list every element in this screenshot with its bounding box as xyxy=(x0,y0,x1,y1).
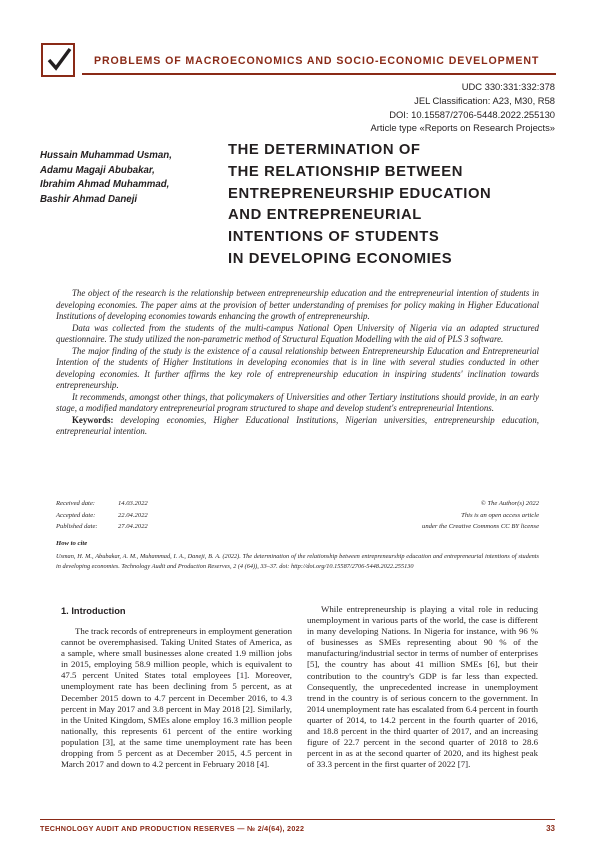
doi[interactable]: DOI: 10.15587/2706-5448.2022.255130 xyxy=(389,108,555,120)
abstract-paragraph: The object of the research is the relationship between entrepreneurship education and the entrepreneurial intention of students in developing economies. The paper aims at the provision of better understanding of premises for policy making in Higher Educational Institutions of developing economies towards enhancing the growth of entrepreneurship. xyxy=(56,288,539,321)
title-line: THE RELATIONSHIP BETWEEN xyxy=(228,163,463,180)
page-number: 33 xyxy=(546,824,555,833)
check-icon xyxy=(41,43,75,77)
keywords-label: Keywords: xyxy=(72,414,114,425)
title-line: INTENTIONS OF STUDENTS xyxy=(228,229,440,246)
author: Hussain Muhammad Usman, xyxy=(40,150,172,161)
published-label: Published date: xyxy=(56,523,98,531)
abstract xyxy=(56,288,539,438)
open-access: This is an open access article xyxy=(461,511,539,519)
license-note xyxy=(422,498,539,533)
license-text: under the Creative Commons CC BY license xyxy=(422,523,539,531)
citation-text: Usman, H. M., Abubakar, A. M., Muhammad, I. A., Daneji, B. A. (2022). The determination of the relationship between entrepreneurship education and entrepreneurial intentions of students in developing economies. Technology Audit and Production Reserves, 2 (4 (64)), 33–37. doi: http://doi.org/10.15587/2706-5448.2022.255130 xyxy=(56,553,539,571)
header-rule xyxy=(82,73,556,75)
received-date: 14.03.2022 xyxy=(118,500,148,507)
keywords-text: developing economies, Higher Educational Institutions, Nigerian universities, entrepreneurship education, entrepreneurial intention. xyxy=(56,414,539,436)
published-date: 27.04.2022 xyxy=(118,523,148,531)
citation-heading: How to cite xyxy=(56,540,88,547)
author: Adamu Magaji Abubakar, xyxy=(40,164,155,176)
author: Bashir Ahmad Daneji xyxy=(40,193,138,205)
keywords xyxy=(56,415,539,438)
check-mark-glyph xyxy=(46,47,72,73)
article-title xyxy=(228,140,548,271)
title-line: IN DEVELOPING ECONOMIES xyxy=(228,250,453,267)
footer-rule xyxy=(40,819,555,820)
received-label: Received date: xyxy=(56,500,95,507)
abstract-paragraph: Data was collected from the students of the multi-campus National Open University of Nigeria via an adapted structured questionnaire. The study utilized the non-parametric method of Structural Equation Modelling with the aid of PLS 3 software. xyxy=(56,322,539,344)
abstract-paragraph: It recommends, amongst other things, that policymakers of Universities and other Tertiary institutions should provide, in an early stage, a modified mandatory entrepreneurial program structured to shape and develop student's entrepreneurial Intentions. xyxy=(56,391,539,413)
author-list xyxy=(40,149,225,207)
copyright: © The Author(s) 2022 xyxy=(480,500,539,507)
author: Ibrahim Ahmad Muhammad, xyxy=(40,179,170,191)
title-line: ENTREPRENEURSHIP EDUCATION xyxy=(228,185,492,202)
article-type: Article type «Reports on Research Projects» xyxy=(370,122,555,134)
jel-classification: JEL Classification: A23, M30, R58 xyxy=(414,94,555,106)
body-column-right xyxy=(307,604,538,770)
section-heading: 1. Introduction xyxy=(61,606,126,616)
title-line: THE DETERMINATION OF xyxy=(228,142,421,158)
article-meta xyxy=(371,80,555,135)
body-column-left xyxy=(61,626,292,770)
section-title: PROBLEMS OF MACROECONOMICS AND SOCIO-ECONOMIC DEVELOPMENT xyxy=(94,55,540,67)
accepted-label: Accepted date: xyxy=(56,511,96,519)
abstract-paragraph: The major finding of the study is the existence of a causal relationship between Entrepreneurship Education and Entrepreneurial Intention of the students of Higher Institutions in developing economies that is in line with several studies conducted in other developing economies. It further affirms the key role of entrepreneurship education in inspiring students' inclination towards entrepreneurship. xyxy=(56,345,539,390)
body-paragraph: While entrepreneurship is playing a vital role in reducing unemployment in various parts of the world, the case is different in many developing Nations. In Nigeria for instance, with 96 % of businesses as SMEs representing about 90 % of the manufacturing/industrial sector in terms of number of enterprises [5], the country has about 41 million SMEs [6], but their contribution to the country's GDP is far less than expected. Consequently, the unprecedented increase in unemployment trend in the country is of serious concern to the government. In 2014 unemployment rate has escalated from 6.4 percent in fourth quarter of 2014, to 14.2 percent in the fourth quarter of 2016, and 18.8 percent in the third quarter of 2017, and an increasing figure of 22.7 percent in the second quarter of 2018 to 28.6 percent in as at the second quarter of 2020, and its highest peak of 33.3 percent in the first quarter of 2022 [7]. xyxy=(307,604,538,770)
article-dates xyxy=(56,498,148,533)
accepted-date: 22.04.2022 xyxy=(118,511,148,519)
body-paragraph: The track records of entrepreneurs in employment generation cannot be overemphasised. Taking United States of America, as a sample, where small businesses alone created 1.9 million jobs in 2015, employing 58.9 million people, which is equivalent to 47.5 percent United States total employees [1]. Moreover, unemployment rate has been declining from 5 percent, as at December 2015 down to 4.7 percent in December 2016, to 4.3 percent in May 2017 and 3.8 percent in May 2018 [2]. Similarly, in the United Kingdom, SMEs alone employ 16.3 million people nationally, this represents 61 percent of the entire working population [3], at the same time unemployment rate has been dropping from 5 percent as at December 2015, 4.5 percent in March 2017 and down to 4.2 percent in February 2018 [4]. xyxy=(61,626,292,770)
journal-name: TECHNOLOGY AUDIT AND PRODUCTION RESERVES — № 2/4(64), 2022 xyxy=(40,824,305,833)
udc: UDC 330:331:332:378 xyxy=(461,81,555,92)
title-line: AND ENTREPRENEURIAL xyxy=(228,207,422,224)
